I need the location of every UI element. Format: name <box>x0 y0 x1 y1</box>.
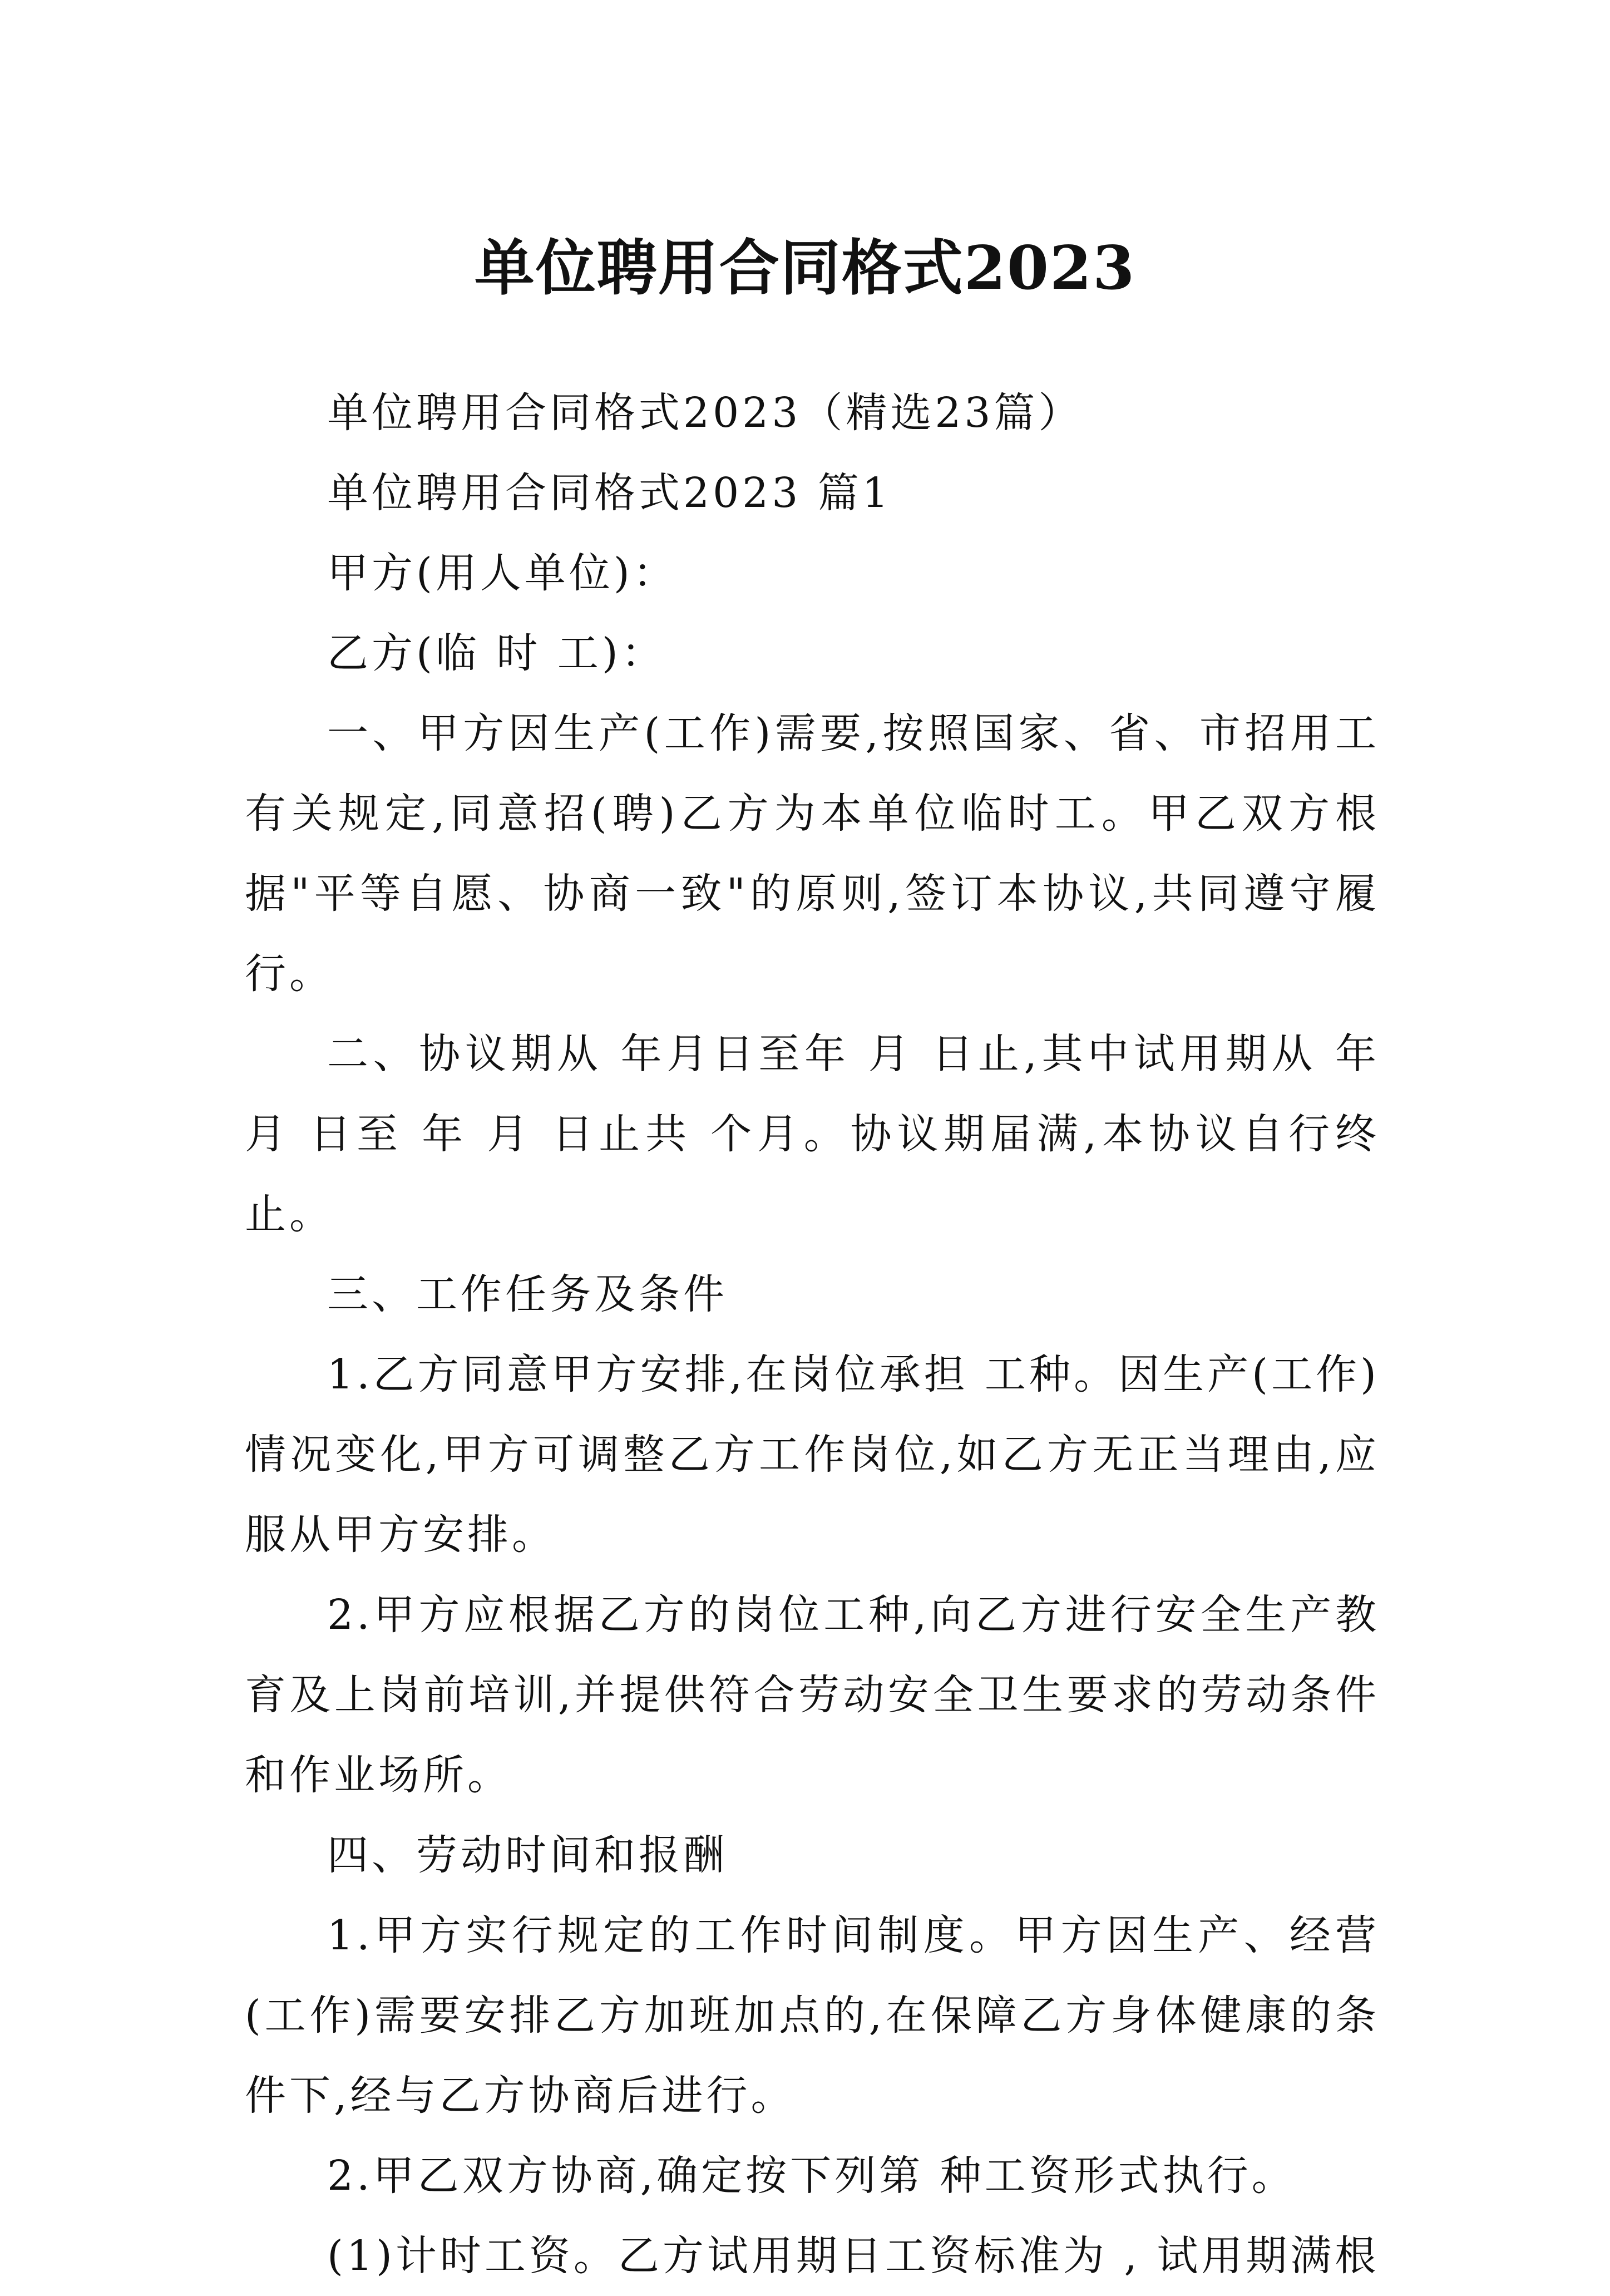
clause-paragraph: (1)计时工资。乙方试用期日工资标准为 , 试用期满根 <box>327 2232 1380 2280</box>
party-a-line: 甲方(用人单位)： <box>327 549 678 597</box>
clause-heading: 三、工作任务及条件 <box>327 1270 728 1318</box>
clause-paragraph: 2.甲乙双方协商,确定按下列第 种工资形式执行。 <box>327 2152 1296 2200</box>
document-body <box>245 373 1380 2296</box>
clause-heading: 四、劳动时间和报酬 <box>327 1831 728 1879</box>
subtitle-paragraph: 单位聘用合同格式2023（精选23篇） <box>327 389 1083 437</box>
clause-paragraph: 2.甲方应根据乙方的岗位工种,向乙方进行安全生产教育及上岗前培训,并提供符合劳动安全卫生要求的劳动条件和作业场所。 <box>245 1591 1380 1799</box>
document-title: 单位聘用合同格式2023 <box>474 233 1136 304</box>
clause-paragraph: 二、协议期从 年月日至年 月 日止,其中试用期从 年月 日至 年 月 日止共 个月。协议期届满,本协议自行终止。 <box>245 1030 1380 1238</box>
party-b-line: 乙方(临 时 工)： <box>327 629 666 677</box>
section-heading: 单位聘用合同格式2023 篇1 <box>327 469 892 517</box>
clause-paragraph: 一、甲方因生产(工作)需要,按照国家、省、市招用工有关规定,同意招(聘)乙方为本单位临时工。甲乙双方根据"平等自愿、协商一致"的原则,签订本协议,共同遵守履行。 <box>245 710 1380 998</box>
clause-paragraph: 1.乙方同意甲方安排,在岗位承担 工种。因生产(工作)情况变化,甲方可调整乙方工作岗位,如乙方无正当理由,应服从甲方安排。 <box>245 1351 1380 1559</box>
clause-paragraph: 1.甲方实行规定的工作时间制度。甲方因生产、经营(工作)需要安排乙方加班加点的,在保障乙方身体健康的条件下,经与乙方协商后进行。 <box>245 1911 1380 2120</box>
